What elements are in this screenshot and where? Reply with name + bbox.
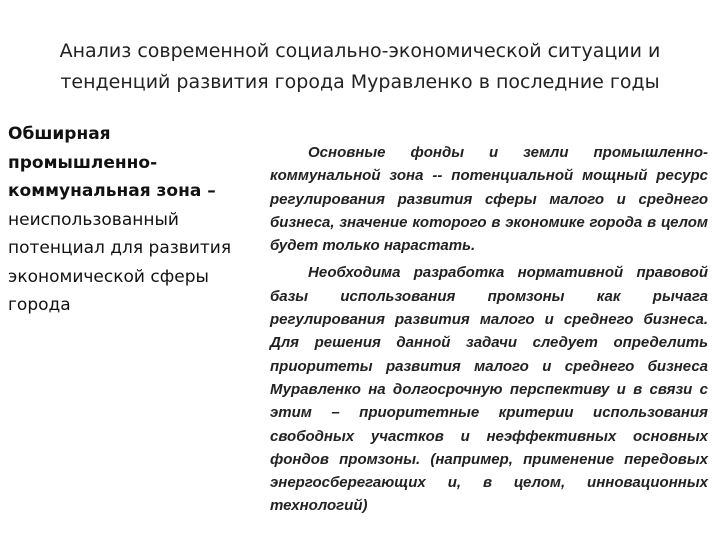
slide-title: Анализ современной социально-экономической ситуации и тенденций развития города Муравленко в последние годы bbox=[59, 40, 661, 93]
left-column bbox=[8, 120, 258, 320]
right-column bbox=[270, 141, 708, 522]
left-heading-bold: Обширная промышленно-коммунальная зона – bbox=[8, 124, 216, 201]
left-text: неиспользованный потенциал для развития экономической сферы города bbox=[8, 209, 232, 315]
right-paragraph-1: Основные фонды и земли промышленно-коммунальной зона -- потенциальной мощный ресурс регулирования развития сферы малого и среднего бизнеса, значение которого в экономике города в целом будет только нарастать. bbox=[270, 144, 708, 255]
right-paragraph-2: Необходима разработка нормативной правовой базы использования промзоны как рычага регулирования развития малого и среднего бизнеса. Для решения данной задачи следует определить приоритеты развития малого и среднего бизнеса Муравленко на долгосрочную перспективу и в связи с этим – приоритетные критерии использования свободных участков и неэффективных основных фондов промзоны. (например, применение передовых энергосберегающих и, в целом, инновационных технологий) bbox=[270, 264, 708, 515]
